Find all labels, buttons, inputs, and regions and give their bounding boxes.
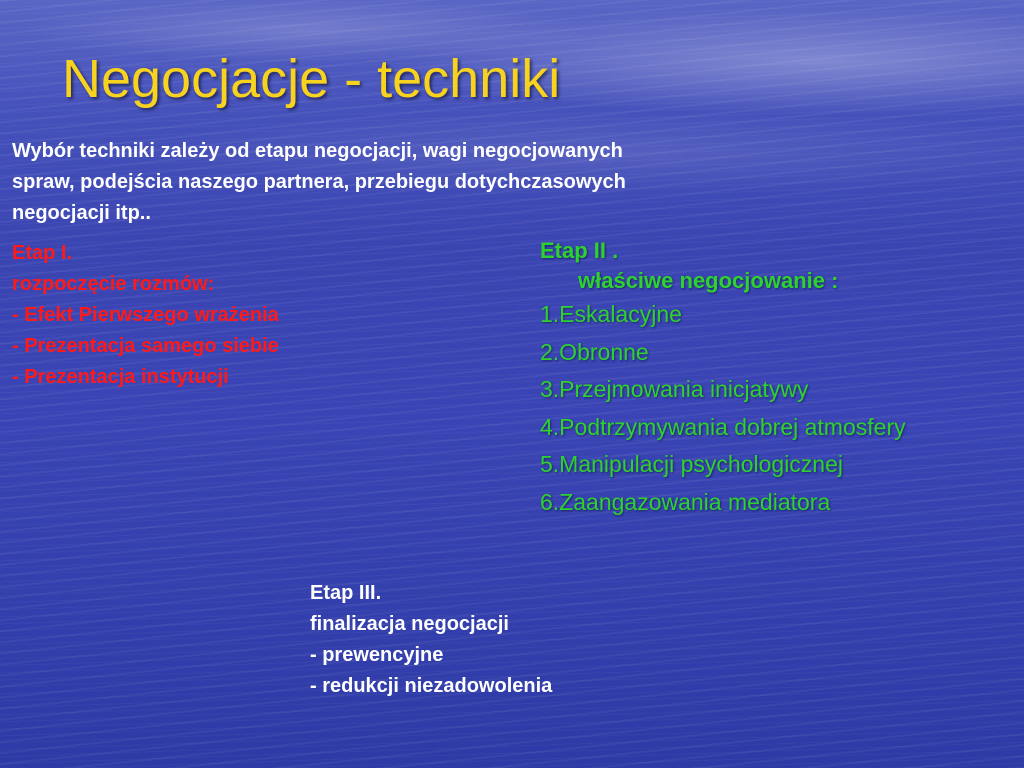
stage-1-subheading: rozpoczęcie rozmów: — [12, 273, 215, 295]
stage-1-heading: Etap I. — [12, 242, 73, 264]
stage-3-item: - prewencyjne — [310, 644, 444, 666]
stage-2-item: 6.Zaangazowania mediatora — [540, 488, 831, 515]
stage-2-item: 5.Manipulacji psychologicznej — [540, 451, 843, 477]
intro-line: negocjacji itp.. — [12, 202, 151, 224]
stage-1-item: - Prezentacja instytucji — [12, 366, 229, 388]
intro-text — [12, 136, 862, 229]
stage-2-heading: Etap II . — [540, 238, 619, 263]
stage-2-item: 4.Podtrzymywania dobrej atmosfery — [540, 413, 906, 440]
stage-3-block — [310, 578, 710, 702]
intro-line: Wybór techniki zależy od etapu negocjacji, wagi negocjowanych — [12, 140, 623, 162]
stage-3-item: - redukcji niezadowolenia — [310, 675, 553, 697]
stage-2-subheading: właściwe negocjowanie : — [578, 268, 839, 293]
stage-2-item: 2.Obronne — [540, 338, 649, 365]
stage-3-subheading: finalizacja negocjacji — [310, 613, 509, 635]
stage-3-heading: Etap III. — [310, 582, 382, 604]
slide-title: Negocjacje - techniki — [62, 49, 561, 109]
intro-line: spraw, podejścia naszego partnera, przebiegu dotychczasowych — [12, 171, 626, 193]
stage-2-item: 1.Eskalacyjne — [540, 301, 682, 327]
stage-1-item: - Efekt Pierwszego wrażenia — [12, 304, 279, 326]
stage-1-block — [12, 238, 392, 393]
stage-1-item: - Prezentacja samego siebie — [12, 335, 279, 357]
stage-2-item: 3.Przejmowania inicjatywy — [540, 376, 809, 402]
stage-2-block — [540, 236, 1020, 521]
